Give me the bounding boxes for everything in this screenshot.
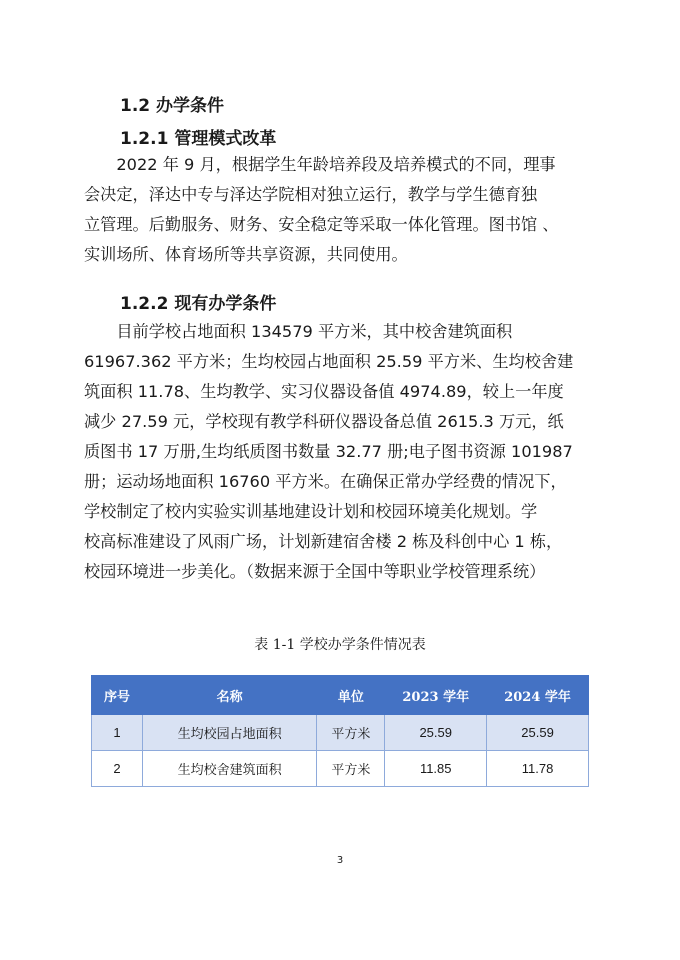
paragraph-management xyxy=(84,150,604,270)
page-number: 3 xyxy=(336,855,344,866)
header-2023: 2023 学年 xyxy=(385,676,487,715)
cell-index: 1 xyxy=(92,715,143,751)
text-line: 学校制定了校内实验实训基地建设计划和校园环境美化规划。学 xyxy=(84,502,538,521)
text-line: 61967.362 平方米；生均校园占地面积 25.59 平方米、生均校舍建 xyxy=(84,352,574,371)
table-row xyxy=(92,715,589,751)
text-line: 实训场所、体育场所等共享资源，共同使用。 xyxy=(84,245,408,264)
text-line: 校高标准建设了风雨广场，计划新建宿舍楼 2 栋及科创中心 1 栋， xyxy=(84,532,563,551)
header-unit: 单位 xyxy=(317,676,385,715)
cell-unit: 平方米 xyxy=(317,751,385,787)
paragraph-conditions xyxy=(84,317,604,587)
cell-2023: 25.59 xyxy=(385,715,487,751)
cell-2023: 11.85 xyxy=(385,751,487,787)
cell-name: 生均校园占地面积 xyxy=(142,715,317,751)
text-line: 质图书 17 万册,生均纸质图书数量 32.77 册;电子图书资源 101987 xyxy=(84,442,573,461)
text-line: 会决定，泽达中专与泽达学院相对独立运行，教学与学生德育独 xyxy=(84,185,538,204)
table-header-row xyxy=(92,676,589,715)
text-line: 2022 年 9 月，根据学生年龄培养段及培养模式的不同，理事 xyxy=(84,155,556,174)
header-2024: 2024 学年 xyxy=(487,676,589,715)
header-name: 名称 xyxy=(142,676,317,715)
cell-index: 2 xyxy=(92,751,143,787)
conditions-table xyxy=(91,675,589,787)
cell-2024: 11.78 xyxy=(487,751,589,787)
text-line: 筑面积 11.78、生均教学、实习仪器设备值 4974.89，较上一年度 xyxy=(84,382,564,401)
header-index: 序号 xyxy=(92,676,143,715)
subsection-title-conditions: 1.2.2 现有办学条件 xyxy=(120,294,277,314)
table-caption: 表 1-1 学校办学条件情况表 xyxy=(254,637,426,653)
table-row xyxy=(92,751,589,787)
cell-2024: 25.59 xyxy=(487,715,589,751)
text-line: 立管理。后勤服务、财务、安全稳定等采取一体化管理。图书馆 、 xyxy=(84,215,559,234)
text-line: 册；运动场地面积 16760 平方米。在确保正常办学经费的情况下， xyxy=(84,472,567,491)
section-title: 1.2 办学条件 xyxy=(120,96,225,116)
subsection-title-management: 1.2.1 管理模式改革 xyxy=(120,129,277,149)
text-line: 减少 27.59 元，学校现有教学科研仪器设备总值 2615.3 万元，纸 xyxy=(84,412,564,431)
cell-unit: 平方米 xyxy=(317,715,385,751)
text-line: 校园环境进一步美化。（数据来源于全国中等职业学校管理系统） xyxy=(84,562,546,581)
text-line: 目前学校占地面积 134579 平方米，其中校舍建筑面积 xyxy=(84,322,513,341)
cell-name: 生均校舍建筑面积 xyxy=(142,751,317,787)
